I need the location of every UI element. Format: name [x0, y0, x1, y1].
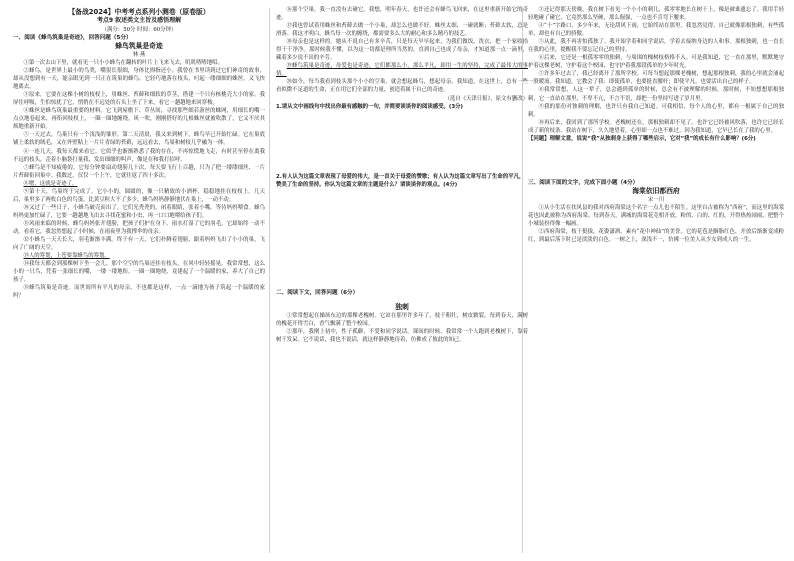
paragraph: ⑱母亲也是这样的。她从不说自己有多辛苦，只是每天早早起来，为我们做饭、洗衣，把一个家收拾得干干净净。那时候我不懂，以为这一切都是理所当然的。直到自己也成了母亲，才知道那一点一滴里，藏着多少说不出的辛劳。: [276, 39, 528, 62]
exam-info: （满分：50分 时间：60分钟）: [101, 26, 177, 33]
paragraph: ⑦蜂鸟是不知疲倦的。它每分钟要扇动翅膀几十次，每天要飞行上百趟，只为了把一缕缕细丝、一片片苔藓衔回巢中。我数过，仅仅一个上午，它就往返了四十多次。: [13, 164, 265, 179]
answer-space[interactable]: [528, 143, 784, 179]
paragraph: ①从小生活在扶风县的我对西府海棠这个名字一点儿也不陌生。这里自古被称为“西府”，而这里的海棠花也因此被称为西府海棠。每到春天，满城的海棠花竞相开放，粉的、白的、红的，开得热热闹闹，把整个小城装扮得像一幅画。: [528, 205, 784, 228]
paragraph: ②那年，我刚上初中，性子孤僻，不爱和同学说话。课间的时候，我常常一个人跑到老槐树下，靠着树干发呆。它不说话，我也不说话，就这样静静地待着，仿佛成了彼此的知己。: [276, 329, 528, 344]
paragraph: ⑥后来，它还是一根孤零零的独刺，与周围的槐树枝格格不入。可是我知道，它一直在那里，默默地守护着这棵老树，守护着这个校园，也守护着我那段孤单的少年时光。: [528, 55, 784, 70]
right-column: [528, 6, 784, 555]
answer-space[interactable]: [276, 189, 528, 289]
paragraph: ⑥一连几天，我每天都来看它。它似乎也渐渐熟悉了我的存在，不再惊慌地飞走，有时甚至停在离我不远的枝头，歪着小脑袋打量我，发出细细的叫声，像是在和我打招呼。: [13, 148, 265, 163]
paragraph: ⑩又过了一些日子，小蜂鸟破壳而出了。它们光秃秃的，闭着眼睛，张着小嘴，等待妈妈喂食。蜂鸟妈妈更加忙碌了，它要一趟趟地飞出去寻找花蜜和小虫，再一口口地喂给孩子们。: [13, 204, 265, 219]
question-3: 【问题】理解文意，说说“我”从独刺身上获得了哪些启示，它对“我”的成长有什么影响？(6分): [528, 135, 756, 142]
paragraph: ②蜂鸟，是世界上最小的鸟类，嘴很长很细，身体比拇指还小。我曾在书里读到过它们神奇的故事，却从没想到有一天，能亲眼见到一只正在筑巢的蜂鸟。它轻巧地落在枝头，叼起一缕细细的蛛丝，又飞快地离去。: [13, 68, 265, 91]
paragraph: ③还记得那天傍晚，我在树下看见一个小小的刺儿，孤零零地长在树干上，像是被谁遗忘了。我用手轻轻地碰了碰它，它竟然那么坚硬，那么倔强，一点也不肯弯下腰来。: [528, 7, 784, 22]
article3-title: 海棠依旧都西府: [632, 187, 680, 196]
paragraph: ⑩再后来，我回到了那所学校。老槐树还在，那根独刺却不见了。也许它已经被风吹落，也许它已经长成了新的枝条。我站在树下，久久地望着，心里却一点也不难过。因为我知道，它早已长在了我的心里。: [528, 119, 784, 134]
underlined-sentence: ⑧嗯，这就是奇迹了。: [23, 180, 78, 187]
paragraph: ④“十”字路口，多少年来，无论刮风下雨，它始终站在那里。我忽然觉得，自己就像那根独刺，有些孤单，却也有自己的骄傲。: [528, 23, 784, 38]
section3-heading: 三、阅读下面的文字，完成下面小题（4分）: [528, 179, 639, 186]
section2-heading: 二、阅读下文，回答问题（6分）: [276, 289, 359, 296]
paragraph: ⑨我的那份对独刺的理解，也许只有我自己知道。可我相信，每个人的心里，都有一根属于自己的独刺。: [528, 103, 784, 118]
paragraph: ⑧我常常想，人这一辈子，总会遇到孤单的时候，总会有不被理解的时候。那时候，不妨想想那根独刺，它一直站在那里，不卑不亢，不言不语，却把一份坚持写进了岁月里。: [528, 87, 784, 102]
column-divider: [269, 8, 270, 553]
paragraph: ⑯那个空巢，我一直没有去碰它。我想，明年春天，也许还会有蜂鸟飞回来，在这里重新开始它的奇迹。: [276, 7, 528, 22]
paragraph: ③原来，它要在这棵小树的枝杈上，用蛛丝、苔藓和细软的草茎，搭建一个只有核桃壳大小的家。我屏住呼吸，生怕惊扰了它，悄悄在不远处的石头上坐了下来，看它一趟趟地来回穿梭。: [13, 92, 265, 107]
middle-column: [276, 6, 528, 555]
paragraph: ⑳如今，每当我看到枝头那个小小的空巢，就会想起蜂鸟，想起母亲。我知道，在这世上，总有一些看似微不足道的生命，正在用它们全部的力量，创造着属于自己的奇迹。: [276, 79, 528, 94]
article2-title: 独刺: [395, 303, 409, 312]
paragraph: ⑫小蜂鸟一天天长大，羽毛渐渐丰满。终于有一天，它们扑腾着翅膀，跟着妈妈飞出了小小的巢，飞向了广阔的天空。: [13, 237, 265, 252]
paragraph: ⑤从此，我不再害怕孤独了。我开始学着和同学说话，学着去接纳身边的人和事。那根独刺，也一直长在我的心里，提醒我不要忘记自己的坚持。: [528, 39, 784, 54]
paragraph: ⑪风雨来临的时候，蜂鸟妈妈张开翅膀，把孩子们护在身下。雨水打湿了它的羽毛，它却始终一动不动。看着它，我忽然想起了小时候，在雨夜里为我撑伞的母亲。: [13, 220, 265, 235]
underlined-sentence: ⑲蜂鸟筑巢是奇迹，母爱也是奇迹。它们都那么小，那么平凡，却用一生的坚持，完成了最伟大的事情。: [276, 63, 528, 78]
exam-subtitle: 考点9 叙述类文主旨及感悟理解: [96, 17, 182, 24]
paragraph: ⑤一天过去，鸟巢只有一个浅浅的雏形。第二天清晨，我又来到树下，蜂鸟早已开始忙碌。它在巢底铺上柔软的绒毛，又在外壁粘上一片片青绿的苔藓，远远看去，鸟巢和树枝几乎融为一体。: [13, 132, 265, 147]
paragraph: ①常常想起在操场东边的那棵老槐树。它站在那里许多年了，枝干粗壮，树皮皲裂，每到春天，满树的槐花开得雪白，香气飘满了整个校园。: [276, 313, 528, 328]
underlined-sentence: ⑬人的筹划，上苍要靠蜂鸟的筹划。: [23, 253, 110, 260]
paragraph: ②西府海棠，枝干挺拔，花姿潇洒，素有“花中神仙”的美誉。它的花苞是胭脂红色，开放后渐渐变成粉红，到最后落下时已是淡淡的白色。一树之上，深浅不一，仿佛一位美人从少女到成人的一生。: [528, 229, 784, 244]
question-1: 1.请从文中画线句中找出你最有感触的一句，并简要谈谈你的阅读感受。(3分): [276, 103, 463, 110]
article1-author: 林 燕: [132, 52, 146, 58]
article1-title: 蜂鸟筑巢是奇迹: [115, 42, 163, 50]
question-2: 2.有人认为这篇文章表现了母爱的伟大，是一首关于母爱的赞歌；有人认为这篇文章写出了生命的平凡，赞美了生命的坚持。你认为这篇文章的主题是什么？请谈谈你的观点。(4分): [276, 173, 525, 188]
answer-space[interactable]: [276, 111, 528, 173]
article1-source: （选自《天津日报》，原文有删改）: [444, 95, 528, 102]
paragraph: ⑮蜂鸟筑巢是奇迹。而世间所有平凡的母亲，不也都是这样，一点一滴地为孩子筑起一个温暖的家吗？: [13, 285, 265, 300]
exam-title: 【备战2024】中考考点系列小测卷（原卷版）: [68, 8, 210, 16]
paragraph: ⑭我每天都会到那棵树下坐一会儿。那个空空的鸟巢还挂在枝头，在风中轻轻摇晃。我常常想，这么小的一只鸟，凭着一张细长的嘴，一缕一缕地衔，一圈一圈地绕，竟建起了一个温暖的家，养大了自己的孩子。: [13, 261, 265, 284]
paragraph: ①第一次去山下里，就看见一只小小蜂鸟在翻转的叶片上飞来飞去，叽叽喳喳地唱。: [23, 60, 223, 66]
section1-heading: 一、阅读《蜂鸟筑巢是奇迹》，回答问题（5分）: [13, 34, 132, 41]
paragraph: ⑦许多年过去了，我已经离开了那所学校。可每当想起那棵老槐树，想起那根独刺，我的心里就会涌起一股暖流。我知道，它教会了我：即使孤单，也要挺直腰杆；即使平凡，也要活出自己的样子。: [528, 71, 784, 86]
paragraph: ⑰我也曾试着用蛛丝和苔藓去做一个小巢，却怎么也做不好。蛛丝太细，一碰就断；苔藓太软，总是滑落。我这才明白，蜂鸟每一次的缠绕，都需要多么大的耐心和多么精巧的技艺。: [276, 23, 528, 38]
paragraph: ④蛛丝是蜂鸟筑巢最重要的材料。它飞到屋檐下、草丛间，寻找那些细若游丝的蛛网，用细长的嘴一点点地卷起来，再衔回枝杈上，一圈一圈地缠绕。风一吹，刚刚搭好的几根蛛丝就被吹散了，它又不厌其烦地重新开始。: [13, 108, 265, 131]
left-column: [13, 6, 265, 555]
article3-author: 宋一川: [647, 197, 665, 204]
paragraph: ⑨第十天，鸟巢终于完成了。它小小的，圆圆的，像一只精致的小酒杯，稳稳地挂在枝杈上。几天后，巢里多了两枚白色的鸟蛋，比黄豆粒大不了多少。蜂鸟妈妈静静地伏在巢上，一动不动。: [13, 188, 265, 203]
